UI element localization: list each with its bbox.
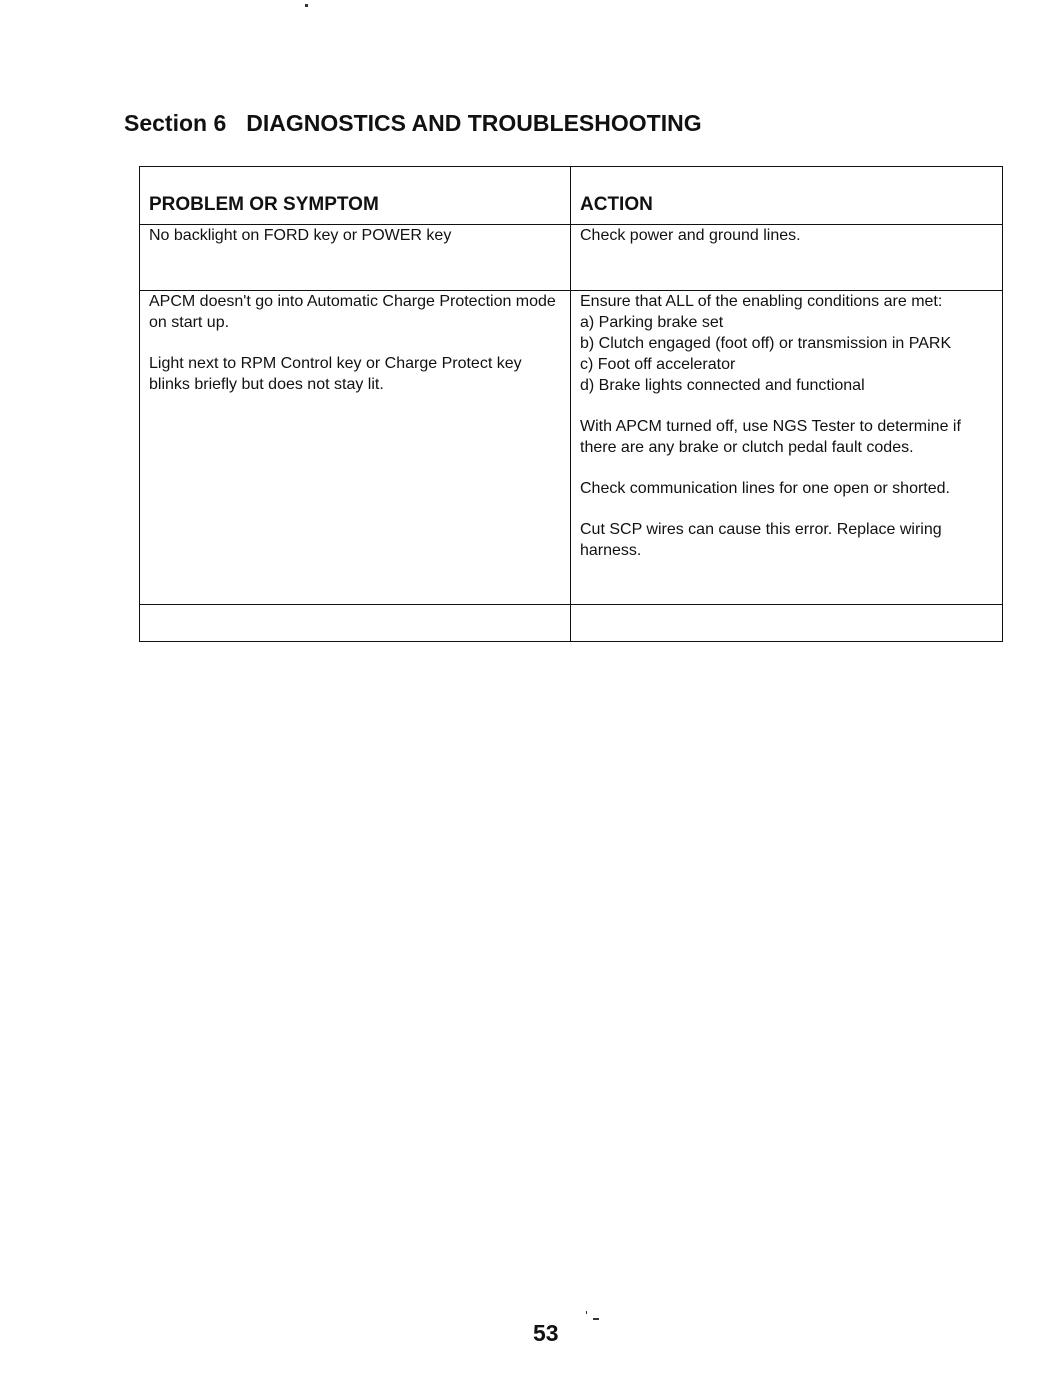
condition-item: b) Clutch engaged (foot off) or transmission in PARK	[580, 335, 952, 352]
problem-cell	[140, 291, 571, 605]
action-line: Ensure that ALL of the enabling conditions are met:	[580, 293, 943, 310]
problem-cell	[140, 225, 571, 291]
table-header-row	[140, 167, 1003, 225]
page-number: 53	[533, 1320, 559, 1346]
table-row	[140, 291, 1003, 605]
action-cell	[571, 225, 1003, 291]
action-text: Cut SCP wires can cause this error. Replace wiring harness.	[580, 521, 942, 559]
action-cell	[571, 291, 1003, 605]
action-text: Check communication lines for one open or shorted.	[580, 480, 950, 497]
action-column-header: ACTION	[571, 167, 1003, 225]
scan-speck	[593, 1318, 599, 1320]
enabling-conditions	[580, 291, 993, 396]
table-row	[140, 225, 1003, 291]
section-number: Section 6	[124, 110, 227, 136]
problem-cell-empty	[140, 605, 571, 642]
section-title: DIAGNOSTICS AND TROUBLESHOOTING	[246, 110, 702, 136]
condition-item: d) Brake lights connected and functional	[580, 377, 865, 394]
problem-column-header: PROBLEM OR SYMPTOM	[140, 167, 571, 225]
problem-text: APCM doesn't go into Automatic Charge Protection mode on start up.	[149, 293, 556, 331]
action-cell-empty	[571, 605, 1003, 642]
scan-speck	[586, 1311, 587, 1314]
problem-text: Light next to RPM Control key or Charge Protect key blinks briefly but does not stay lit.	[149, 355, 522, 393]
action-text: Check power and ground lines.	[580, 227, 801, 244]
condition-item: c) Foot off accelerator	[580, 356, 736, 373]
action-text: With APCM turned off, use NGS Tester to determine if there are any brake or clutch pedal fault codes.	[580, 418, 961, 456]
condition-item: a) Parking brake set	[580, 314, 724, 331]
troubleshooting-table	[139, 166, 1003, 642]
table-row-empty	[140, 605, 1003, 642]
problem-text: No backlight on FORD key or POWER key	[149, 227, 452, 244]
scan-speck	[305, 4, 308, 7]
section-heading	[124, 110, 702, 137]
